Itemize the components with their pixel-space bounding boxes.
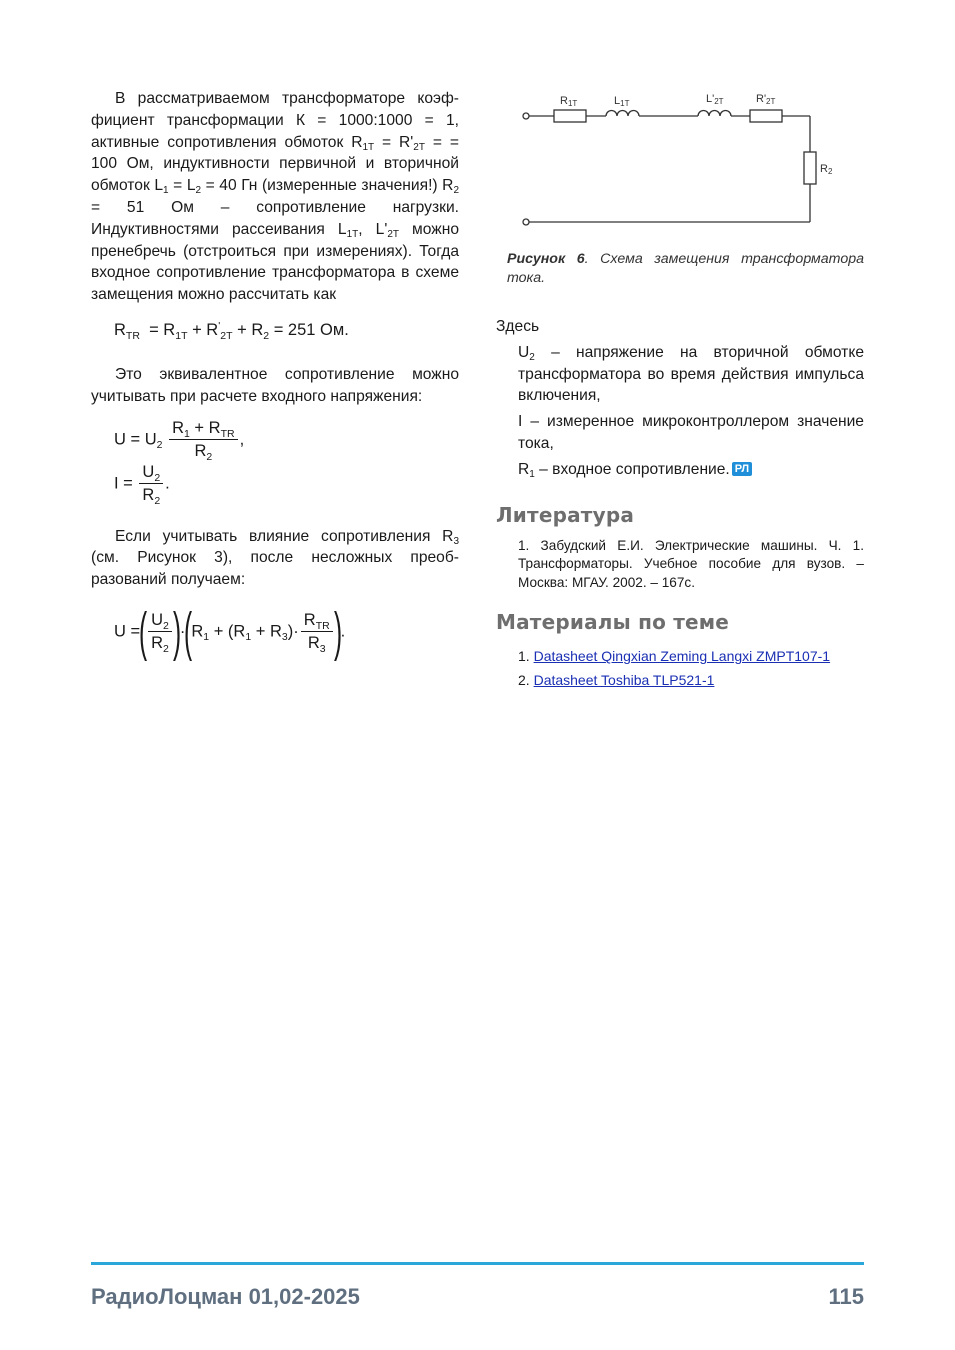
definition-r1: $R_1$ – входное сопротивление. РЛ	[518, 459, 864, 481]
figure-caption-text: . Схема замещения трансформатора тока.	[507, 251, 864, 286]
definition-u2: $U_2$ – напряжение на вторичной обмотке трансформатора во время действия импульса включения,	[518, 343, 864, 405]
formula-u-r3: U =( $\frac{U_2}{R_2}$ )$\cdot(R_1 + (R_1 + R_3)\cdot$ $\frac{R_{TR}}{R_3}$ ).	[114, 601, 346, 662]
materials-item: 1. Datasheet Qingxian Zeming Langxi ZMPT107-1	[518, 648, 831, 665]
materials-heading: Материалы по теме	[496, 610, 730, 635]
definition-i: I – измеренное микроконтроллером значение тока,	[518, 413, 864, 452]
link-tlp521-datasheet[interactable]: Datasheet Toshiba TLP521-1	[533, 672, 715, 689]
left-column	[91, 88, 459, 662]
materials-list	[518, 644, 864, 692]
formula-u: $U = U_2$ $\frac{R_1 + R_{TR}}{R_2}$ ,	[114, 418, 245, 464]
literature-list	[518, 537, 864, 593]
figure-caption	[507, 250, 864, 288]
equivalent-circuit-diagram	[496, 88, 864, 238]
footer-page-number: 115	[828, 1284, 864, 1309]
footer-divider	[91, 1262, 864, 1265]
label-r1t: R1T	[560, 95, 578, 108]
paragraph-transformer-params: В рассматриваемом трансформаторе коэффициент трансформации К = 1000:1000 = 1, активные сопротивления обмоток $R_{1T} = R'_{2T}$ = = 100 Ом, индуктивности первичной и вторичной обмоток $L_1 = L_2 = 40$ Гн (измеренные значения!) $R_2 = 51$ Ом – сопротивление нагрузки. Индуктивностями рассеивания $L_{1T}$, $L'_{2T}$ можно пренебречь (отстроиться при измерениях). Тогда входное сопротивление трансформатора в схеме замещения можно рассчитать как	[91, 90, 459, 304]
radiolotsman-logo: РЛ	[732, 462, 752, 476]
formula-rtr-result: = 251 Ом.	[273, 320, 349, 339]
link-zmpt107-datasheet[interactable]: Datasheet Qingxian Zeming Langxi ZMPT107-1	[533, 648, 831, 665]
paragraph-r3: Если учитывать влияние сопротивления $R_3$ (см. Рисунок 3), после несложных преобразований получаем:	[91, 527, 459, 589]
formula-rtr: $R_{TR} = R_{1T} + R'_{2T} + R_2 = 251$ Ом.	[114, 319, 349, 342]
footer-magazine-title: РадиоЛоцман 01,02-2025	[91, 1284, 360, 1309]
label-l2t: L'2T	[706, 93, 724, 106]
label-r2t-prime: R'2T	[756, 93, 776, 106]
label-l1t: L1T	[614, 95, 630, 108]
formula-i: I = $\frac{U_2}{R_2}$ .	[114, 462, 170, 508]
materials-item: 2. Datasheet Toshiba TLP521-1	[518, 672, 715, 689]
figure-caption-number: Рисунок 6	[507, 251, 585, 267]
paragraph-equivalent: Это эквивалентное сопротивление можно учитывать при расчете входного напряжения:	[91, 365, 459, 405]
definitions-list	[518, 342, 864, 481]
label-r2: R2	[820, 163, 833, 176]
literature-heading: Литература	[496, 502, 635, 527]
literature-item: 1. Забудский Е.И. Электрические машины. Ч. 1. Трансформаторы. Учебное пособие для вузов. – Москва: МГАУ. 2002. – 167с.	[518, 537, 864, 590]
right-column	[496, 88, 864, 692]
here-label: Здесь	[496, 318, 540, 335]
